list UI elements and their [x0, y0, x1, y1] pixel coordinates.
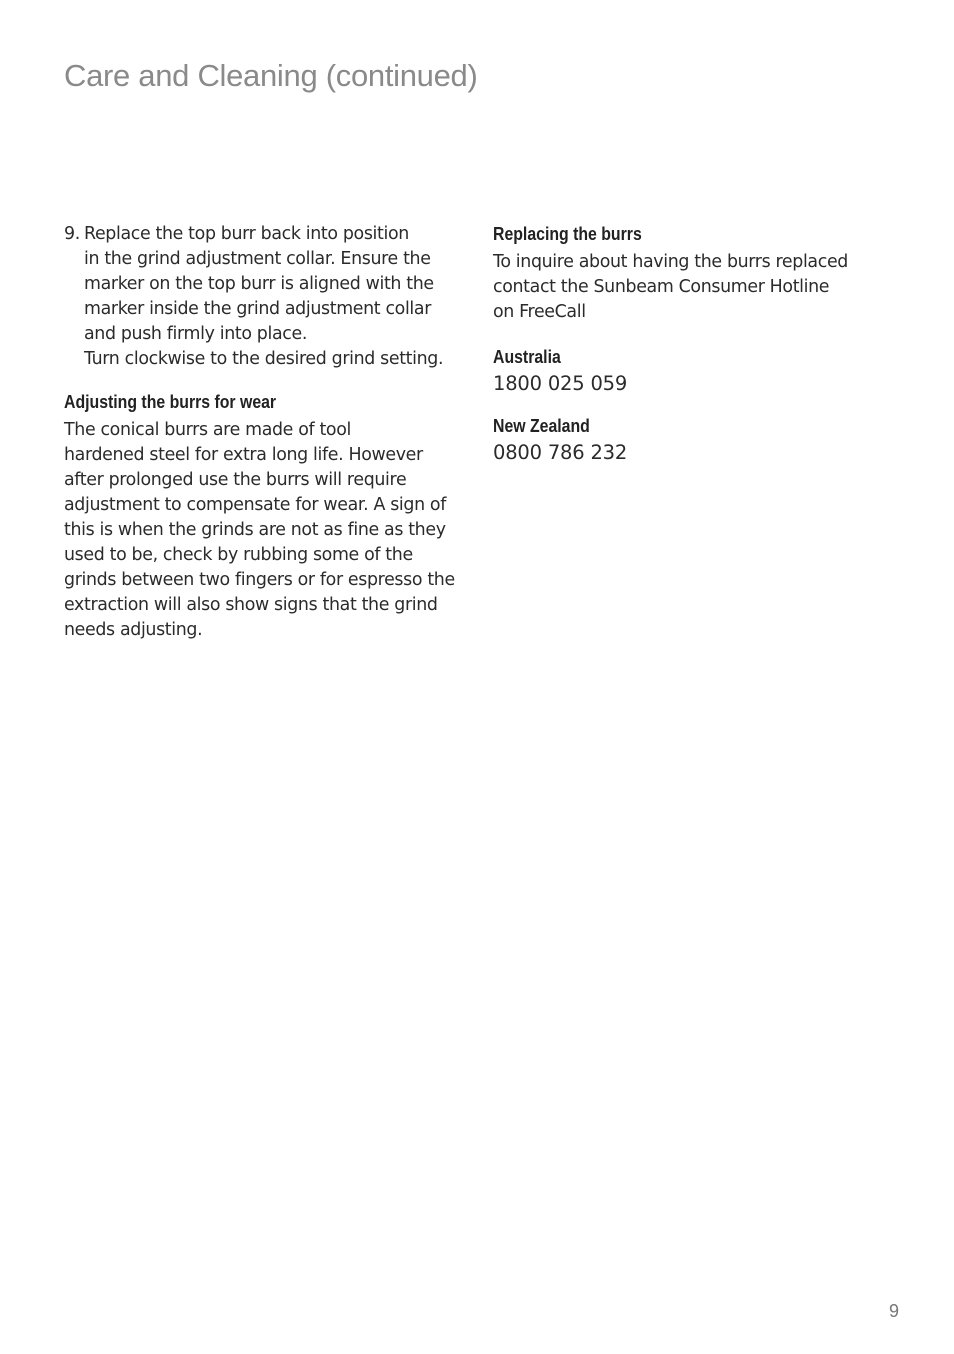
heading-replacing-burrs: Replacing the burrs — [493, 224, 642, 244]
para-line: contact the Sunbeam Consumer Hotline — [493, 277, 830, 297]
para-line: extraction will also show signs that the grind — [64, 595, 438, 615]
step-line: Turn clockwise to the desired grind setting. — [84, 349, 444, 369]
paragraph-replacing-burrs — [493, 250, 893, 325]
para-line: needs adjusting. — [64, 620, 203, 640]
para-line: To inquire about having the burrs replaced — [493, 252, 848, 272]
step-9 — [64, 222, 474, 372]
para-line: The conical burrs are made of tool — [64, 420, 351, 440]
heading-adjusting-burrs: Adjusting the burrs for wear — [64, 392, 277, 412]
para-line: on FreeCall — [493, 302, 586, 322]
para-line: adjustment to compensate for wear. A sign of — [64, 495, 446, 515]
para-line: this is when the grinds are not as fine as they — [64, 520, 446, 540]
paragraph-adjusting-burrs — [64, 418, 474, 643]
step-line: and push firmly into place. — [84, 324, 308, 344]
page-title: Care and Cleaning (continued) — [64, 58, 478, 93]
para-line: after prolonged use the burrs will require — [64, 470, 407, 490]
phone-australia: 1800 025 059 — [493, 372, 628, 395]
page-number: 9 — [888, 1301, 899, 1321]
phone-new-zealand: 0800 786 232 — [493, 441, 628, 464]
heading-new-zealand: New Zealand — [493, 416, 590, 436]
heading-australia: Australia — [493, 347, 561, 367]
step-number: 9. — [64, 224, 80, 244]
step-line: Replace the top burr back into position — [84, 224, 409, 244]
step-line: in the grind adjustment collar. Ensure the — [84, 249, 431, 269]
step-line: marker inside the grind adjustment collar — [84, 299, 432, 319]
left-column — [64, 222, 474, 643]
step-line: marker on the top burr is aligned with the — [84, 274, 434, 294]
para-line: hardened steel for extra long life. However — [64, 445, 423, 465]
step-text — [84, 222, 474, 372]
right-column — [493, 222, 893, 467]
para-line: grinds between two fingers or for espresso the — [64, 570, 455, 590]
para-line: used to be, check by rubbing some of the — [64, 545, 413, 565]
